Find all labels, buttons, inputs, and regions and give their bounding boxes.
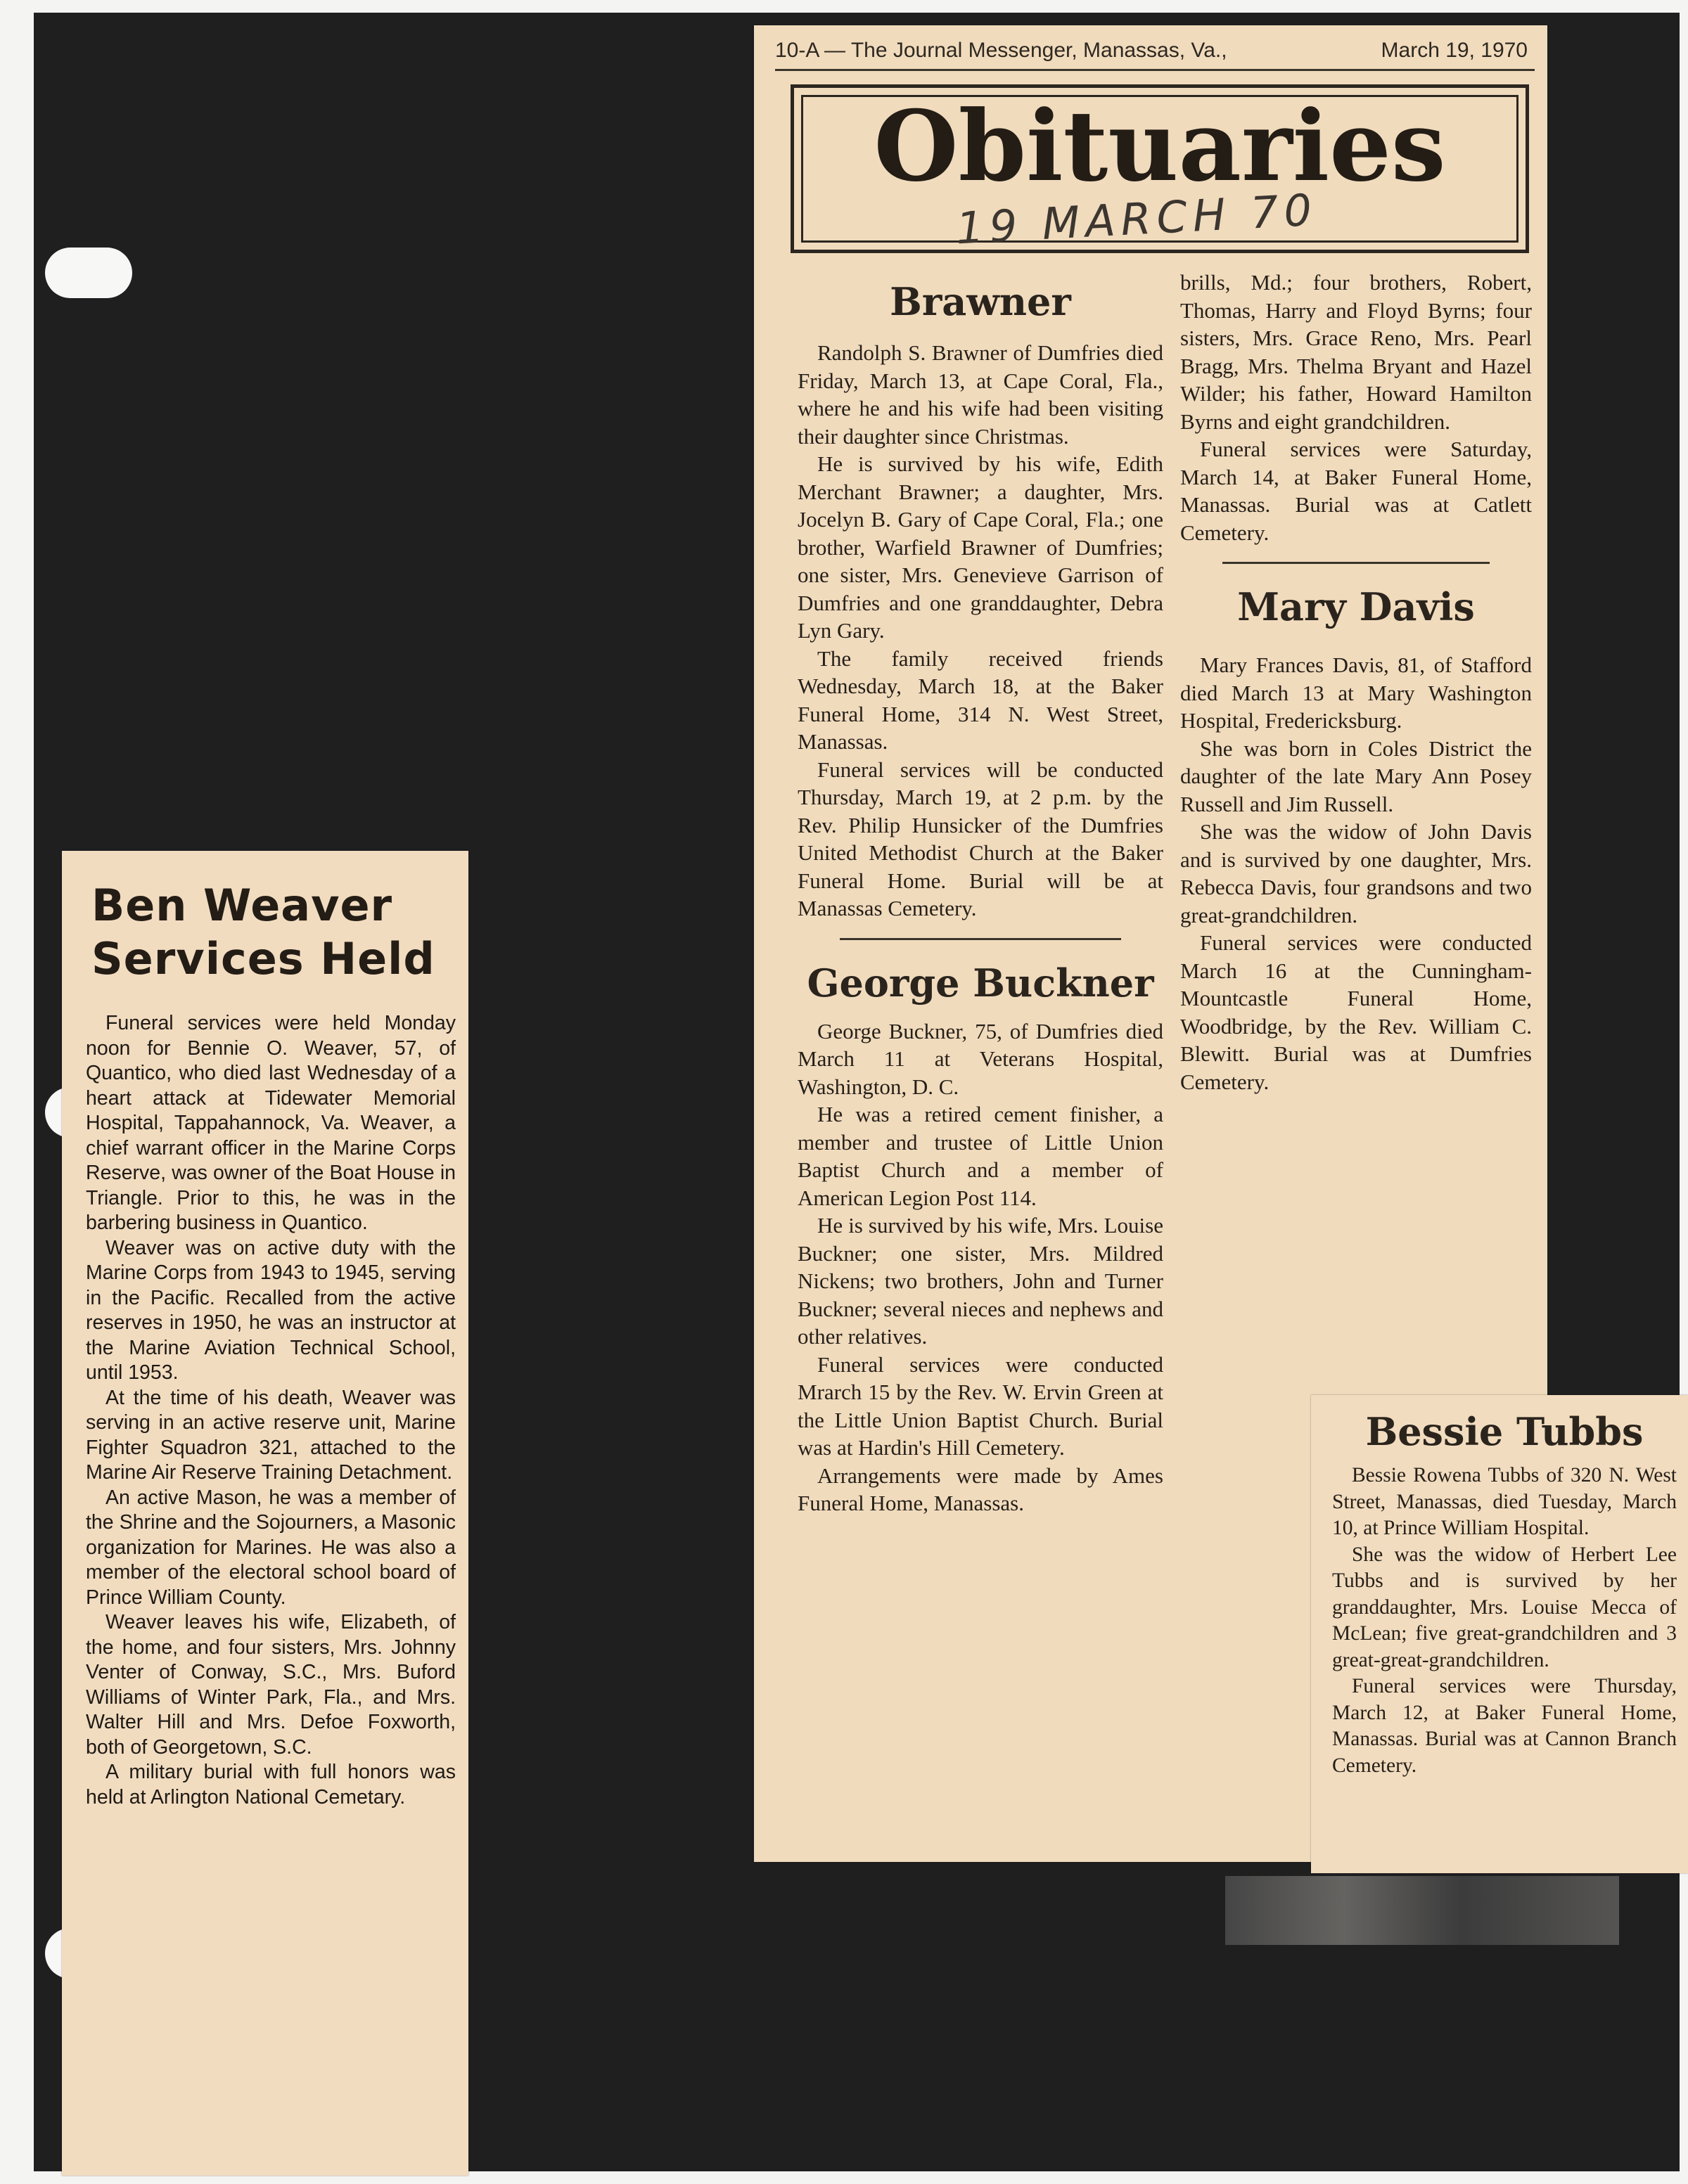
adhesive-tape — [1225, 1876, 1619, 1945]
obituary-paragraph: Funeral services were conducted Mrarch 15 by the Rev. W. Ervin Green at the Little Union Baptist Church. Burial was at Hardin's Hill Cemetery. — [798, 1351, 1163, 1460]
obituary-paragraph: Randolph S. Brawner of Dumfries died Friday, March 13, at Cape Coral, Fla., where he and his wife had been visiting their daughter since Christmas. — [798, 340, 1163, 449]
obituary-paragraph: She was the widow of John Davis and is survived by one daughter, Mrs. Rebecca Davis, four grandsons and two great-grandchildren. — [1180, 819, 1532, 927]
page-header-line — [775, 32, 1535, 71]
obituary-paragraph: He was a retired cement finisher, a member and trustee of Little Union Baptist Church and a member of American Legion Post 114. — [798, 1102, 1163, 1210]
obituary-paragraph: He is survived by his wife, Edith Merchant Brawner; a daughter, Mrs. Jocelyn B. Gary of Cape Coral, Fla.; one brother, Warfield Brawner of Dumfries; one sister, Mrs. Genevieve Garrison of Dumfries and one granddaughter, Debra Lyn Gary. — [798, 451, 1163, 643]
obituaries-masthead-box — [791, 84, 1529, 253]
headline-line-2: Services Held — [91, 932, 435, 984]
obituary-paragraph: George Buckner, 75, of Dumfries died March 11 at Veterans Hospital, Washington, D. C. — [798, 1018, 1163, 1099]
headline-line-1: Ben Weaver — [91, 880, 393, 931]
obituary-column-right — [1180, 269, 1532, 1309]
column-divider — [1222, 562, 1490, 564]
obituary-paragraph: brills, Md.; four brothers, Robert, Thomas, Harry and Floyd Byrns; four sisters, Mrs. Grace Reno, Mrs. Pearl Bragg, Mrs. Thelma Bryant and Hazel Wilder; his father, Howard Hamilton Byrns and eight grandchildren. — [1180, 270, 1532, 434]
obituary-paragraph: Arrangements were made by Ames Funeral Home, Manassas. — [798, 1463, 1163, 1515]
obituary-paragraph: Mary Frances Davis, 81, of Stafford died March 13 at Mary Washington Hospital, Fredericksburg. — [1180, 653, 1532, 733]
neighbor-clipping-fragment — [467, 1659, 481, 2152]
obituary-paragraph: Funeral services were Saturday, March 14, at Baker Funeral Home, Manassas. Burial was at Catlett Cemetery. — [1180, 437, 1532, 545]
buckner-heading: George Buckner — [807, 960, 1154, 1006]
article-paragraph: At the time of his death, Weaver was serving in an active reserve unit, Marine Fighter Squadron 321, attached to the Marine Air Reserve Training Detachment. — [86, 1386, 456, 1484]
brawner-heading: Brawner — [890, 279, 1071, 324]
obituary-paragraph: Bessie Rowena Tubbs of 320 N. West Street, Manassas, died Tuesday, March 10, at Prince William Hospital. — [1332, 1464, 1677, 1539]
section-title: Obituaries — [874, 89, 1446, 203]
obituary-paragraph: Funeral services were Thursday, March 12, at Baker Funeral Home, Manassas. Burial was at Cannon Branch Cemetery. — [1332, 1675, 1677, 1777]
obituary-column-left — [798, 277, 1163, 1845]
obituary-paragraph: She was the widow of Herbert Lee Tubbs and is survived by her granddaughter, Mrs. Louise Mecca of McLean; five great-grandchildren and 3 great-great-grandchildren. — [1332, 1543, 1677, 1671]
article-paragraph: A military burial with full honors was held at Arlington National Cemetary. — [86, 1761, 456, 1809]
binder-hole-top — [45, 248, 132, 298]
obituary-paragraph: Funeral services will be conducted Thursday, March 19, at 2 p.m. by the Rev. Philip Hunsicker of the Dumfries United Methodist Church at the Baker Funeral Home. Burial will be at Manassas Cemetery. — [798, 757, 1163, 920]
handwritten-date-note: 19 MARCH 70 — [954, 184, 1319, 255]
bessie-tubbs-column — [1332, 1403, 1677, 1868]
article-paragraph: Weaver leaves his wife, Elizabeth, of the home, and four sisters, Mrs. Johnny Venter of Conway, S.C., Mrs. Buford Williams of Winter Park, Fla., and Mrs. Walter Hill and Mrs. Defoe Foxworth, both of Georgetown, S.C. — [86, 1611, 456, 1759]
ben-weaver-headline — [91, 879, 468, 985]
ben-weaver-article-body — [86, 1011, 456, 2164]
obituary-paragraph: She was born in Coles District the daughter of the late Mary Ann Posey Russell and Jim Russell. — [1180, 736, 1532, 816]
obituary-paragraph: He is survived by his wife, Mrs. Louise Buckner; one sister, Mrs. Mildred Nickens; two brothers, John and Turner Buckner; several nieces and nephews and other relatives. — [798, 1213, 1163, 1349]
ben-weaver-clipping — [62, 851, 468, 2176]
obituary-paragraph: The family received friends Wednesday, March 18, at the Baker Funeral Home, 314 N. West Street, Manassas. — [798, 645, 1163, 754]
column-divider — [840, 938, 1121, 940]
article-paragraph: An active Mason, he was a member of the Shrine and the Sojourners, a Masonic organization for Marines. He was also a member of the electoral school board of Prince William County. — [86, 1486, 456, 1609]
bessie-tubbs-heading: Bessie Tubbs — [1365, 1409, 1644, 1454]
article-paragraph: Funeral services were held Monday noon for Bennie O. Weaver, 57, of Quantico, who died last Wednesday of a heart attack at Tidewater Memorial Hospital, Tappahannock, Va. Weaver, a chief warrant officer in the Marine Corps Reserve, was owner of the Boat House in Triangle. Prior to this, he was in the barbering business in Quantico. — [86, 1012, 456, 1234]
newspaper-page-label: 10-A — The Journal Messenger, Manassas, Va., — [775, 39, 1227, 62]
bessie-tubbs-clipping — [1311, 1395, 1688, 1873]
obituary-paragraph: Funeral services were conducted March 16 at the Cunningham-Mountcastle Funeral Home, Woodbridge, by the Rev. William C. Blewitt. Burial was at Dumfries Cemetery. — [1180, 930, 1532, 1094]
issue-date: March 19, 1970 — [1381, 39, 1528, 62]
mary-davis-heading: Mary Davis — [1237, 584, 1475, 629]
article-paragraph: Weaver was on active duty with the Marine Corps from 1943 to 1945, serving in the Pacific. Recalled from the active reserves in 1950, he was an instructor at the Marine Aviation Technical School, until 1953. — [86, 1236, 456, 1384]
